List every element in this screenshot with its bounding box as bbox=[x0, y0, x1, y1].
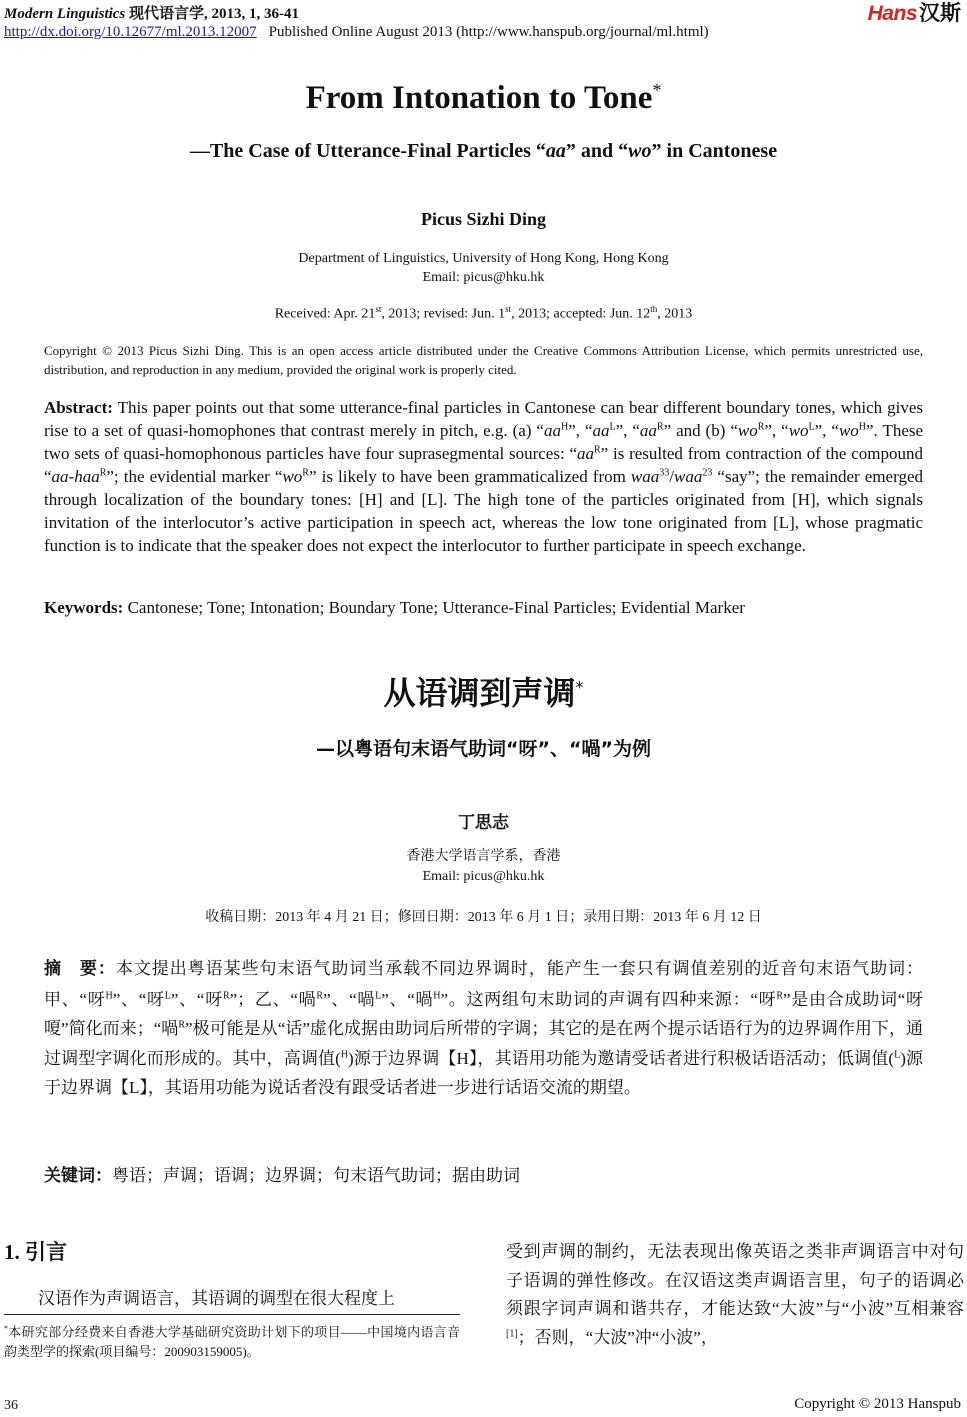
accepted-date: , 2013; accepted: Jun. 12 bbox=[511, 306, 651, 322]
abstract-text: )源于边界调【L】，其语用功能为说话者没有跟受话者进一步进行话语交流的期望。 bbox=[44, 1048, 923, 1097]
particle: aa bbox=[543, 421, 561, 440]
abstract-text: 本文提出粤语某些句末语气助词当承载不同边界调时，能产生一套只有调值差别的近音句末语气助词：甲、“呀 bbox=[44, 959, 924, 1009]
abstract-text: “say”; the remainder emerged through localization of the boundary tones: [H] and [L]. The high tone of the particles originated from [H], which signals invitation of the interlocutor’s active participation in speech act, whereas the low tone originated from [L], whose pragmatic function is to indicate that the speaker does not expect the interlocutor to further participate in speech exchange. bbox=[44, 467, 923, 555]
tone-mark: H bbox=[858, 421, 867, 433]
abstract-text: ” is likely to have been grammaticalized from bbox=[308, 467, 631, 486]
dates-cn: 收稿日期：2013 年 4 月 21 日；修回日期：2013 年 6 月 1 日；录用日期：2013 年 6 月 12 日 bbox=[205, 910, 762, 925]
body-text: 受到声调的制约，无法表现出像英语之类非声调语言中对句子语调的弹性修改。在汉语这类声调语言里，句子的语调必须跟字词声调和谐共存，才能达致“大波”与“小波”互相兼容 bbox=[506, 1242, 964, 1318]
particle: waa bbox=[630, 467, 660, 486]
citation-ref[interactable]: [1] bbox=[506, 1327, 518, 1339]
particle: wo bbox=[737, 421, 758, 440]
abstract-text: ”。这两组句末助词的声调有四种来源：“呀 bbox=[440, 989, 777, 1009]
body-right-column bbox=[506, 1238, 964, 1352]
author-en: Picus Sizhi Ding bbox=[420, 209, 547, 229]
particle: aa-haa bbox=[51, 467, 100, 486]
doi-link[interactable]: http://dx.doi.org/10.12677/ml.2013.12007 bbox=[4, 24, 257, 40]
abstract-text: This paper points out that some utterance-final particles in Cantonese can bear different boundary tones, which gives rise to a set of quasi-homophones that contrast merely in pitch, e.g. (a) “ bbox=[44, 398, 923, 440]
email-en: Email: picus@hku.hk bbox=[422, 270, 545, 285]
ordinal: st bbox=[505, 304, 512, 314]
body-text: ；否则，“大波”冲“小波”， bbox=[517, 1327, 718, 1347]
subtitle-part: —The Case of Utterance-Final Particles “ bbox=[189, 140, 546, 162]
abstract-en bbox=[44, 396, 923, 557]
body-left-column: 汉语作为声调语言，其语调的调型在很大程度上 bbox=[38, 1289, 395, 1308]
paper-subtitle-cn: —以粤语句末语气助词“呀”、“喎”为例 bbox=[316, 738, 651, 760]
section-title: 引言 bbox=[25, 1240, 67, 1264]
hans-logo bbox=[868, 0, 961, 27]
tone-mark: L bbox=[808, 421, 815, 433]
abstract-text: ” is resulted from contraction of the compound “ bbox=[44, 444, 923, 486]
particle: aa bbox=[592, 421, 610, 440]
journal-issue: 现代语言学, 2013, 1, 36-41 bbox=[125, 6, 300, 22]
abstract-text: ”、“喎 bbox=[323, 989, 376, 1009]
tone-mark: H bbox=[340, 1048, 348, 1060]
tone-mark: R bbox=[776, 989, 784, 1001]
subtitle-part: ” in Cantonese bbox=[651, 140, 778, 162]
tone-mark: H bbox=[105, 989, 113, 1001]
tone-mark: H bbox=[560, 421, 569, 433]
tone-mark: L bbox=[894, 1048, 901, 1060]
particle: waa bbox=[673, 467, 703, 486]
tone-mark: R bbox=[656, 421, 664, 433]
abstract-text: )源于边界调【H】，其语用功能为邀请受话者进行积极话语活动；低调值( bbox=[347, 1048, 895, 1068]
tone-mark: H bbox=[433, 989, 441, 1001]
ordinal: th bbox=[650, 304, 658, 314]
footnote bbox=[4, 1319, 460, 1362]
abstract-label: 摘 要： bbox=[44, 959, 116, 979]
date-end: , 2013 bbox=[657, 306, 693, 322]
abstract-label: Abstract: bbox=[44, 398, 113, 417]
logo-chinese: 汉斯 bbox=[919, 1, 961, 25]
punct: ”, “ bbox=[568, 421, 593, 440]
tone-mark: 23 bbox=[702, 467, 713, 479]
section-heading bbox=[4, 1236, 67, 1266]
title-footnote-mark: * bbox=[652, 80, 662, 100]
particle: wo bbox=[788, 421, 809, 440]
subtitle-part: ” and “ bbox=[565, 140, 629, 162]
tone-mark: 33 bbox=[659, 467, 670, 479]
particle: wo bbox=[838, 421, 859, 440]
keywords-cn bbox=[44, 1161, 923, 1186]
keywords-en bbox=[44, 598, 923, 618]
abstract-cn bbox=[44, 954, 923, 1103]
dates-en bbox=[0, 304, 967, 323]
section-number: 1. bbox=[4, 1240, 20, 1264]
abstract-text: ” and (b) “ bbox=[663, 421, 738, 440]
footnote-mark: * bbox=[4, 1324, 8, 1333]
keywords-list: 粤语；声调；语调；边界调；句末语气助词；据由助词 bbox=[112, 1166, 520, 1185]
ordinal: st bbox=[375, 304, 382, 314]
tone-mark: L bbox=[164, 989, 171, 1001]
abstract-text: ”、“呀 bbox=[170, 989, 223, 1009]
footnote-text: 本研究部分经费来自香港大学基础研究资助计划下的项目——中国境内语言音韵类型学的探索(项目编号：200903159005)。 bbox=[4, 1324, 460, 1360]
affiliation-cn bbox=[0, 847, 967, 887]
tone-mark: R bbox=[99, 467, 107, 479]
tone-mark: R bbox=[222, 989, 230, 1001]
published-online: Published Online August 2013 (http://www.hanspub.org/journal/ml.html) bbox=[268, 24, 709, 40]
abstract-text: ”. These two sets of quasi-homophonous particles have four suprasegmental sources: “ bbox=[44, 421, 924, 463]
copyright-notice: Copyright © 2013 Picus Sizhi Ding. This is an open access article distributed under the Creative Commons Attribution License, which permits unrestricted use, distribution, and reproduction in any medium, provided the original work is properly cited. bbox=[44, 343, 923, 377]
abstract-text: ”、“喎 bbox=[381, 989, 434, 1009]
abstract-text: ”极可能是从“话”虚化成据由助词后所带的字调；其它的是在两个提示话语行为的边界调作用下，通过调型字调化而形成的。其中，高调值( bbox=[44, 1019, 923, 1068]
doi-line bbox=[4, 24, 709, 41]
footer-copyright: Copyright © 2013 Hanspub bbox=[794, 1396, 961, 1412]
journal-name: Modern Linguistics bbox=[4, 6, 126, 22]
affiliation-text: Department of Linguistics, University of Hong Kong, Hong Kong bbox=[298, 251, 669, 266]
keywords-label: Keywords: bbox=[44, 598, 124, 617]
title-text: From Intonation to Tone bbox=[305, 80, 653, 116]
subtitle-aa: aa bbox=[545, 140, 566, 162]
title-footnote-mark: * bbox=[575, 677, 584, 697]
punct: ”, “ bbox=[615, 421, 640, 440]
journal-header bbox=[4, 2, 299, 23]
paper-title-cn bbox=[0, 668, 967, 714]
punct: ”, “ bbox=[814, 421, 839, 440]
tone-mark: L bbox=[375, 989, 382, 1001]
tone-mark: R bbox=[757, 421, 765, 433]
revised-date: , 2013; revised: Jun. 1 bbox=[381, 306, 506, 322]
particle: aa bbox=[639, 421, 657, 440]
abstract-text: ”是由合成助词“呀嗄”简化而来；“喎 bbox=[44, 989, 924, 1038]
page-number: 36 bbox=[4, 1398, 18, 1413]
affiliation-en bbox=[0, 249, 967, 287]
paper-subtitle-en bbox=[0, 140, 967, 163]
keywords-list: Cantonese; Tone; Intonation; Boundary Tone; Utterance-Final Particles; Evidential Marker bbox=[123, 598, 745, 617]
title-text: 从语调到声调 bbox=[383, 674, 576, 712]
received-date: Received: Apr. 21 bbox=[274, 306, 376, 322]
abstract-text: ”、“呀 bbox=[112, 989, 165, 1009]
affiliation-text: 香港大学语言学系，香港 bbox=[406, 849, 561, 864]
abstract-text: ”; the evidential marker “ bbox=[106, 467, 283, 486]
tone-mark: R bbox=[302, 467, 309, 479]
subtitle-wo: wo bbox=[628, 140, 652, 162]
punct: / bbox=[669, 467, 674, 486]
tone-mark: R bbox=[316, 989, 324, 1001]
particle: aa bbox=[577, 444, 594, 463]
footnote-divider bbox=[4, 1314, 460, 1315]
abstract-text: ”；乙、“喎 bbox=[229, 989, 317, 1009]
paper-title-en bbox=[0, 80, 967, 117]
punct: ”, “ bbox=[764, 421, 789, 440]
tone-mark: L bbox=[609, 421, 616, 433]
email-cn: Email: picus@hku.hk bbox=[422, 869, 545, 884]
keywords-label: 关键词： bbox=[44, 1166, 112, 1186]
logo-latin: Hans bbox=[867, 2, 917, 25]
author-cn: 丁思志 bbox=[458, 813, 509, 833]
particle: wo bbox=[282, 467, 303, 486]
tone-mark: R bbox=[594, 444, 601, 456]
tone-mark: R bbox=[178, 1019, 186, 1031]
